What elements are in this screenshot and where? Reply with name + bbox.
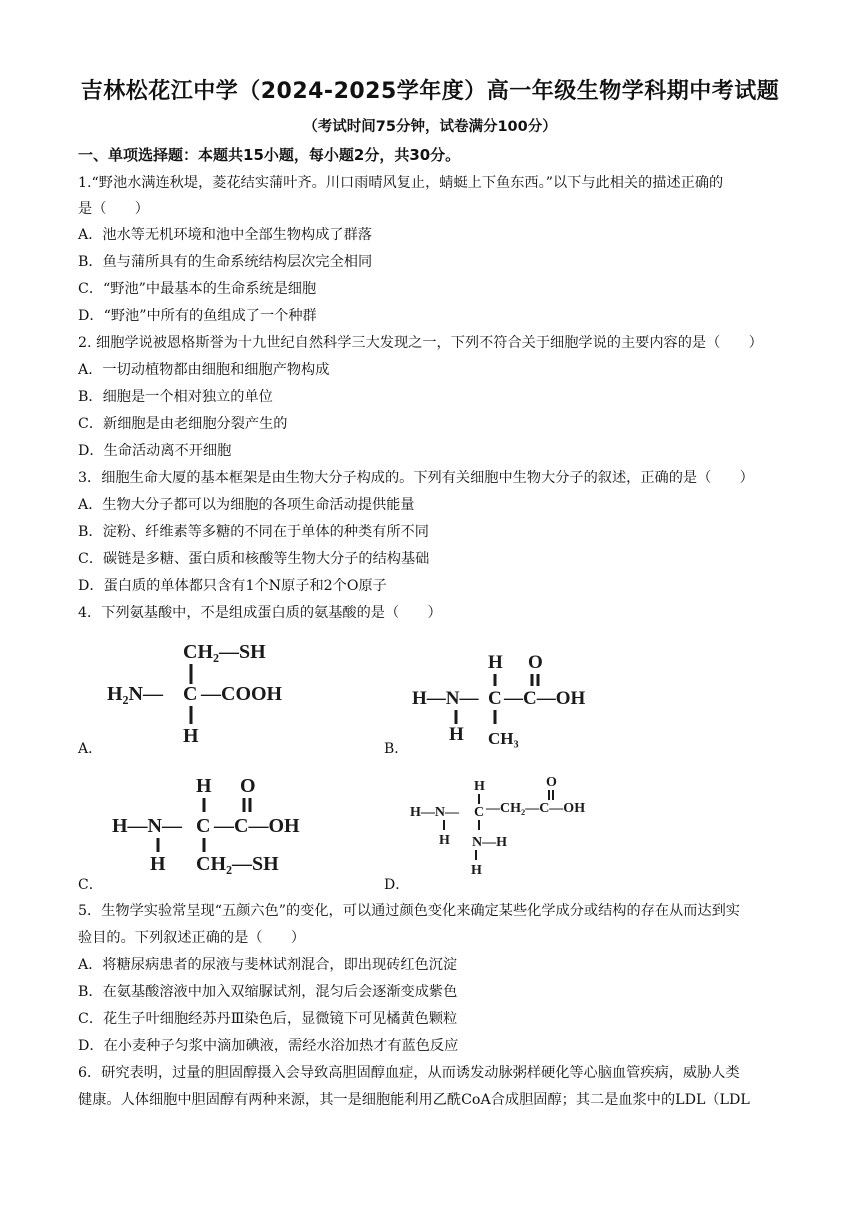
structure-c [112, 774, 332, 884]
q4-option-c-label: C． [78, 877, 103, 893]
structure-b-oxygen: O [528, 652, 543, 673]
structure-d-left: H—N— [410, 805, 459, 820]
exam-subtitle: （考试时间75分钟，试卷满分100分） [303, 119, 557, 135]
q1-option-c: C．“野池”中最基本的生命系统是细胞 [78, 281, 317, 297]
structure-a-bottom: H [183, 725, 199, 747]
q6-stem-cont: 健康。人体细胞中胆固醇有两种来源，其一是细胞能利用乙酰CoA合成胆固醇；其二是血浆中的LDL（LDL [78, 1092, 750, 1108]
structure-d-bottom-h: H [471, 863, 482, 878]
q3-stem: 3．细胞生命大厦的基本框架是由生物大分子构成的。下列有关细胞中生物大分子的叙述，正确的是（ ） [78, 470, 754, 486]
structure-a-left: H₂N— [107, 683, 163, 705]
q5-stem: 5．生物学实验常呈现“五颜六色”的变化，可以通过颜色变化来确定某些化学成分或结构的存在从而达到实 [78, 903, 740, 919]
structure-d-top: H [474, 779, 485, 794]
structure-c-bottom: CH₂—SH [196, 853, 279, 875]
structure-c-center: C [196, 815, 211, 837]
section-heading: 一、单项选择题：本题共15小题，每小题2分，共30分。 [78, 146, 461, 164]
structure-d [410, 772, 610, 882]
structure-d-mid: —CH₂—C—OH [486, 801, 586, 816]
q2-option-c: C．新细胞是由老细胞分裂产生的 [78, 416, 288, 432]
structure-d-bottom: N—H [472, 835, 507, 850]
q3-option-c: C．碳链是多糖、蛋白质和核酸等生物大分子的结构基础 [78, 551, 430, 567]
q2-option-a: A．一切动植物都由细胞和细胞产物构成 [78, 362, 330, 378]
q2-option-d: D．生命活动离不开细胞 [78, 443, 232, 459]
q1-stem: 1.“野池水满连秋堤，菱花结实蒲叶齐。川口雨晴风复止，蜻蜓上下鱼东西。”以下与此相关的描述正确的 [78, 175, 724, 191]
q5-option-d: D．在小麦种子匀浆中滴加碘液，需经水浴加热才有蓝色反应 [78, 1038, 459, 1054]
structure-b-top: H [488, 652, 503, 673]
q6-stem: 6．研究表明，过量的胆固醇摄入会导致高胆固醇血症，从而诱发动脉粥样硬化等心脑血管疾病，威胁人类 [78, 1065, 740, 1081]
structure-b-center: C [488, 688, 502, 709]
structure-b-bottom: CH₃ [488, 729, 519, 748]
exam-title: 吉林松花江中学（2024-2025学年度）高一年级生物学科期中考试题 [80, 79, 780, 104]
structure-a [105, 636, 305, 746]
structure-d-oxygen: O [546, 775, 557, 790]
q1-stem-cont: 是（ ） [78, 201, 149, 217]
structure-c-oxygen: O [240, 775, 256, 797]
q3-option-a: A．生物大分子都可以为细胞的各项生命活动提供能量 [78, 497, 415, 513]
q5-option-b: B．在氨基酸溶液中加入双缩脲试剂，混匀后会逐渐变成紫色 [78, 984, 458, 1000]
structure-c-top: H [196, 775, 212, 797]
q1-option-a: A．池水等无机环境和池中全部生物构成了群落 [78, 227, 372, 243]
structure-a-top: CH₂—SH [183, 641, 266, 663]
structure-c-left: H—N— [112, 815, 182, 837]
structure-d-center: C [474, 805, 485, 820]
q2-option-b: B．细胞是一个相对独立的单位 [78, 389, 273, 405]
structure-c-nh: H [150, 853, 166, 875]
q4-option-d-label: D． [384, 877, 410, 893]
q5-stem-cont: 验目的。下列叙述正确的是（ ） [78, 930, 306, 946]
structure-b [412, 652, 612, 752]
structure-a-right: —COOH [201, 683, 283, 705]
q3-option-d: D．蛋白质的单体都只含有1个N原子和2个O原子 [78, 578, 387, 594]
q5-option-a: A．将糖尿病患者的尿液与斐林试剂混合，即出现砖红色沉淀 [78, 957, 458, 973]
q1-option-d: D．“野池”中所有的鱼组成了一个种群 [78, 308, 317, 324]
q4-option-b-label: B． [384, 741, 409, 757]
structure-d-nh: H [439, 833, 450, 848]
q4-stem: 4．下列氨基酸中，不是组成蛋白质的氨基酸的是（ ） [78, 605, 442, 621]
q1-option-b: B．鱼与蒲所具有的生命系统结构层次完全相同 [78, 254, 373, 270]
structure-a-center: C [183, 683, 198, 705]
q4-option-a-label: A． [78, 741, 103, 757]
q3-option-b: B．淀粉、纤维素等多糖的不同在于单体的种类有所不同 [78, 524, 429, 540]
structure-b-nh: H [449, 724, 464, 745]
structure-b-left: H—N— [412, 688, 479, 709]
structure-c-right: —C—OH [214, 815, 300, 837]
q5-option-c: C．花生子叶细胞经苏丹Ⅲ染色后，显微镜下可见橘黄色颗粒 [78, 1011, 458, 1027]
structure-b-right: —C—OH [504, 688, 586, 709]
q2-stem: 2. 细胞学说被恩格斯誉为十九世纪自然科学三大发现之一，下列不符合关于细胞学说的主要内容的是（ ） [78, 335, 763, 351]
